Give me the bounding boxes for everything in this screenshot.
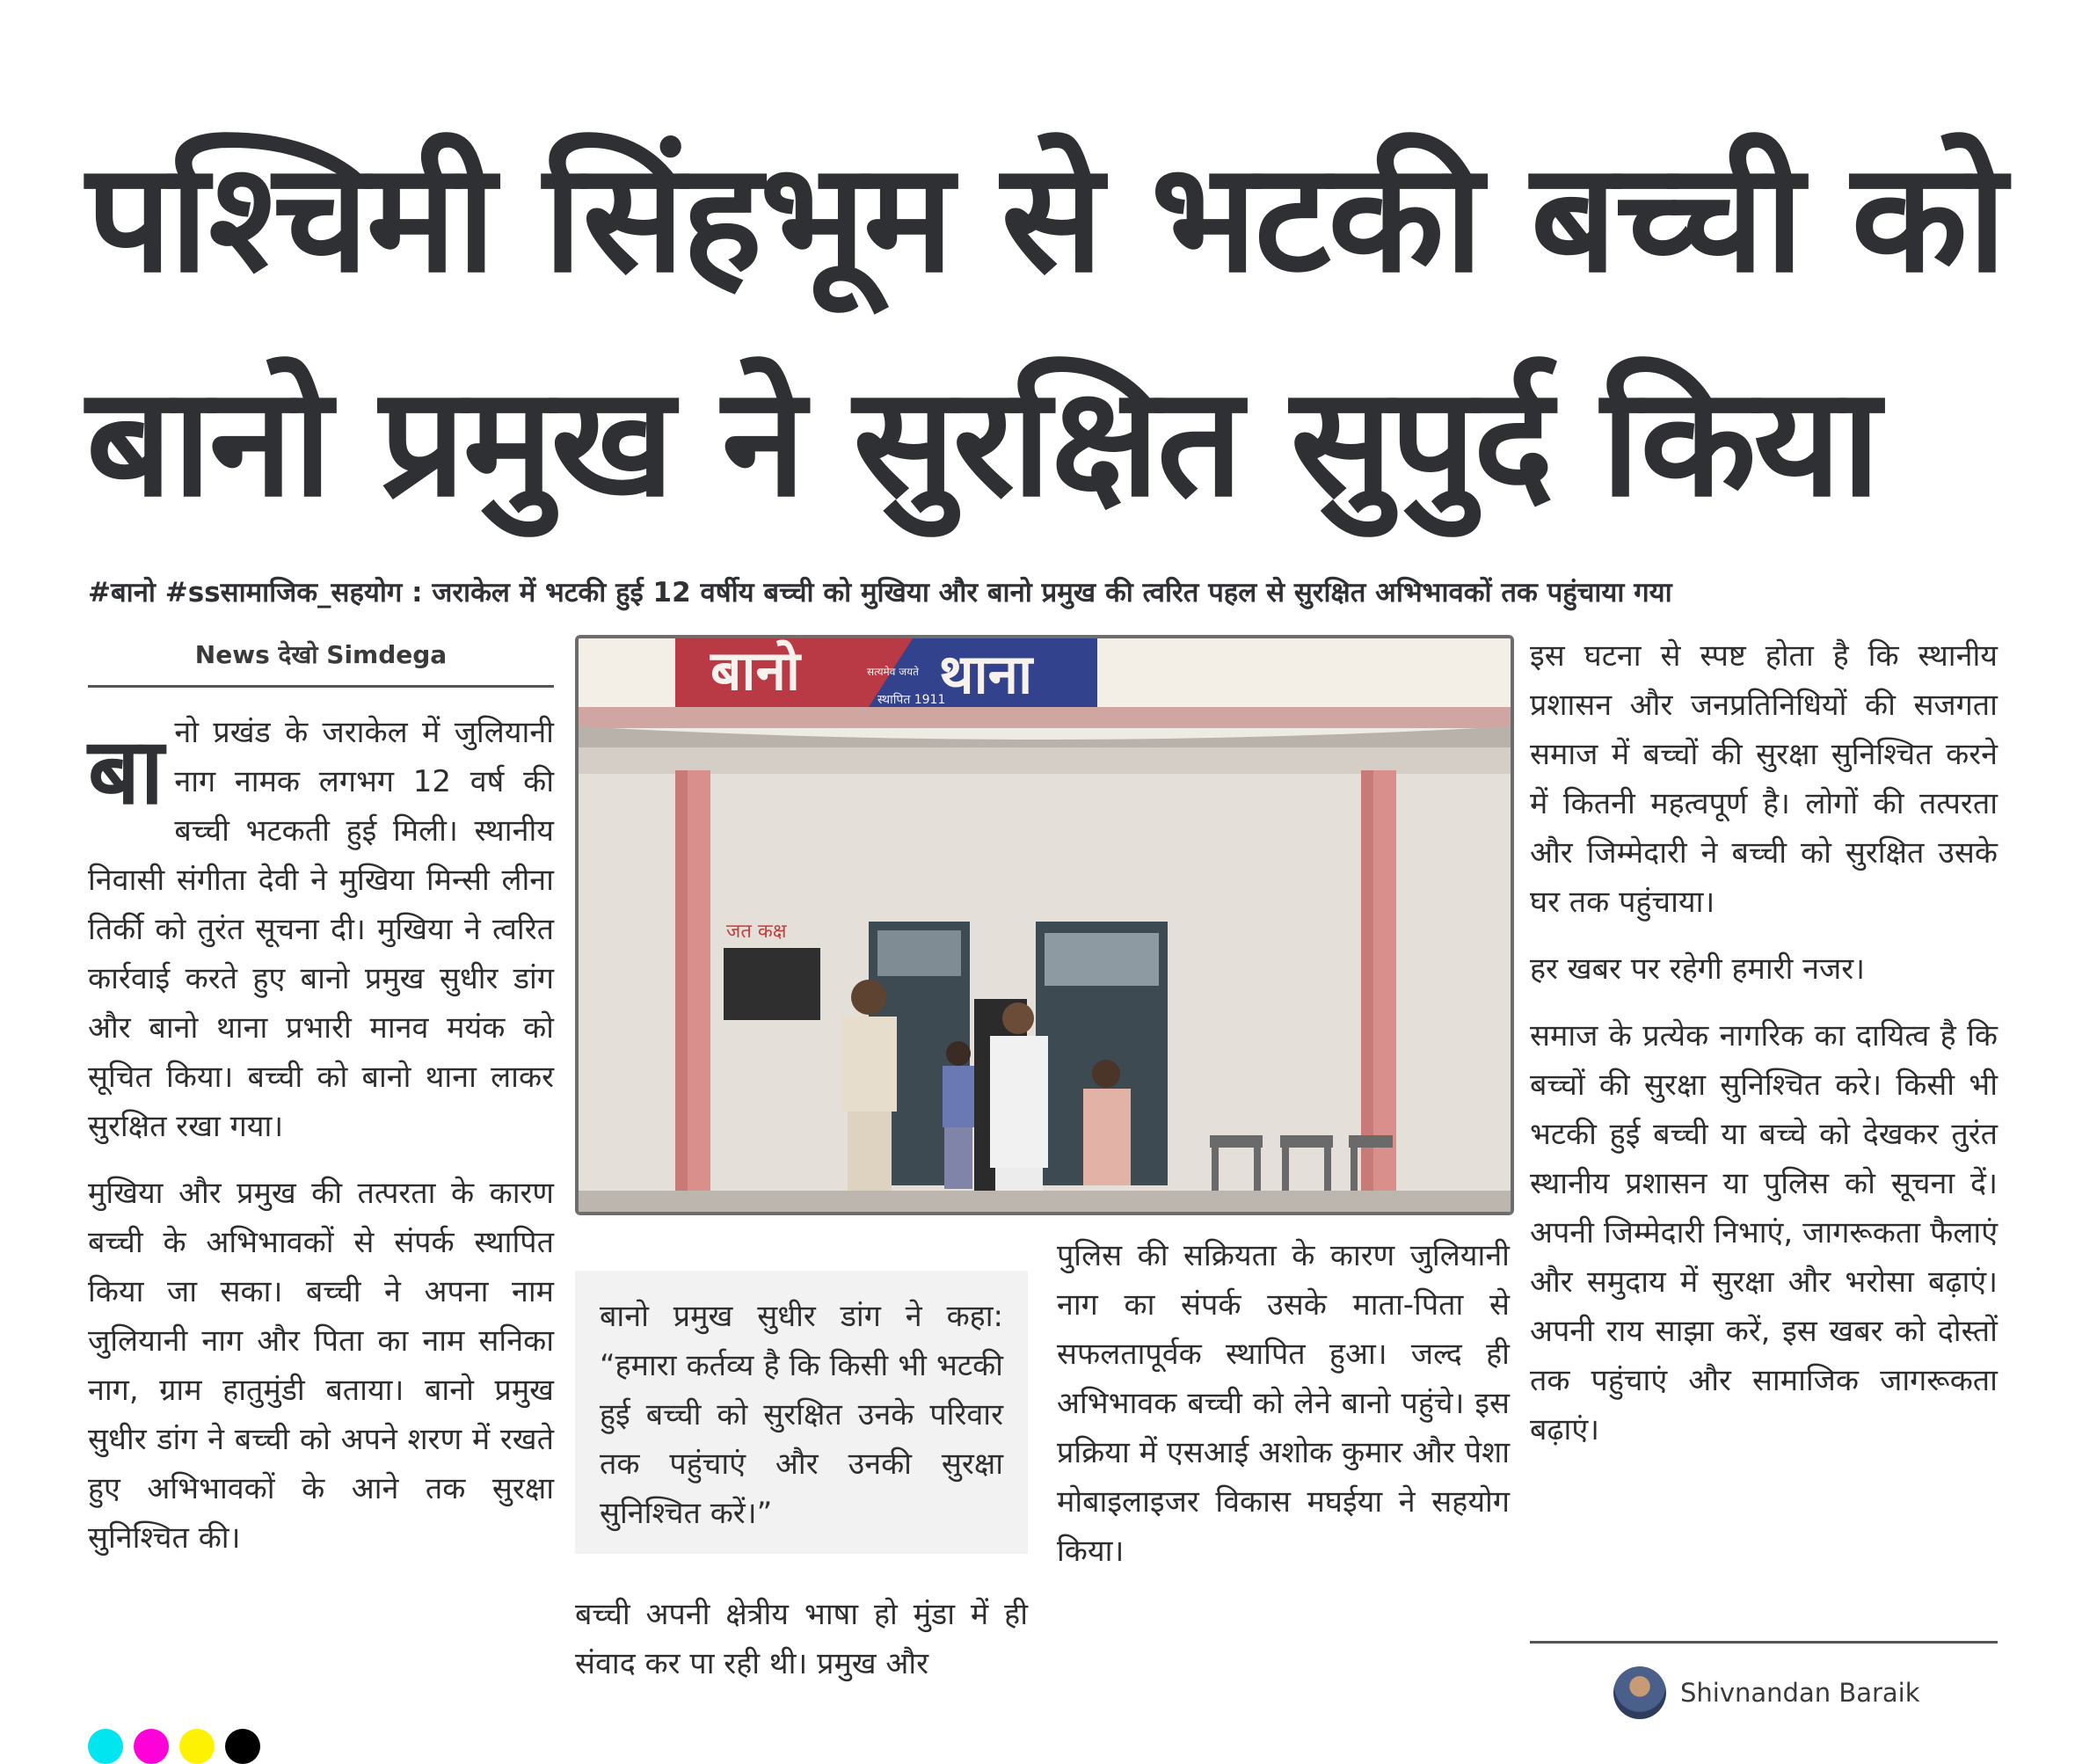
sign-year: स्थापित 1911 [877,693,946,707]
subheadline: #बानो #ssसामाजिक_सहयोग : जराकेल में भटकी हुई 12 वर्षीय बच्ची को मुखिया और बानो प्रमुख की त्वरित पहल से सुरक्षित अभिभावकों तक पहुंचाया गया [88,577,1672,609]
person-girl [946,1041,971,1066]
person-officer [851,980,886,1015]
headline-line-1: पश्चिमी सिंहभूम से भटकी बच्ची को [86,129,2005,306]
column-1-paragraph-1-text: नो प्रखंड के जराकेल में जुलियानी नाग नामक लगभग 12 वर्ष की बच्ची भटकती हुई मिली। स्थानीय निवासी संगीता देवी ने मुखिया मिन्सी लीना तिर्की को तुरंत सूचना दी। मुखिया ने त्वरित कार्रवाई करते हुए बानो प्रमुख सुधीर डांग और बानो थाना प्रभारी मानव मयंक को सूचित किया। बच्ची को बानो थाना लाकर सुरक्षित रखा गया। [88,715,554,1144]
column-4-paragraph-1: इस घटना से स्पष्ट होता है कि स्थानीय प्रशासन और जनप्रतिनिधियों की सजगता समाज में बच्चों की सुरक्षा सुनिश्चित करने में कितनी महत्वपूर्ण है। लोगों की तत्परता और जिम्मेदारी ने बच्ची को सुरक्षित उसके घर तक पहुंचाया। [1530,638,1998,920]
print-color-marks [88,1729,260,1764]
column-1-paragraph-1 [88,708,554,1151]
sign-text-thana: थाना [939,642,1033,706]
magenta-dot [134,1729,169,1764]
column-1-paragraph-2: मुखिया और प्रमुख की तत्परता के कारण बच्ची के अभिभावकों से संपर्क स्थापित किया जा सका। बच्ची ने अपना नाम जुलियानी नाग और पिता का नाम सनिका नाग, ग्राम हातुमुंडी बताया। बानो प्रमुख सुधीर डांग ने बच्ची को अपने शरण में रखते हुए अभिभावकों के आने तक सुरक्षा सुनिश्चित की। [88,1176,554,1556]
author-credit [1613,1662,1920,1724]
sign-text-bano: बानो [710,638,800,703]
pull-quote-text: बानो प्रमुख सुधीर डांग ने कहा: “हमारा कर्तव्य है कि किसी भी भटकी हुई बच्ची को सुरक्षित उनके परिवार तक पहुंचाएं और उनकी सुरक्षा सुनिश्चित करें।” [600,1299,1003,1531]
article-column-2 [575,1590,1028,1706]
black-dot [225,1729,260,1764]
article-column-3 [1057,1231,1510,1593]
author-divider [1530,1641,1998,1644]
author-avatar [1613,1666,1666,1719]
article-column-1 [88,708,554,1580]
yellow-dot [179,1729,215,1764]
pull-quote [575,1271,1028,1554]
byline: News देखो Simdega [88,638,554,688]
column-4-paragraph-3: समाज के प्रत्येक नागरिक का दायित्व है कि बच्चों की सुरक्षा सुनिश्चित करे। किसी भी भटकी हुई बच्ची या बच्चे को देखकर तुरंत स्थानीय प्रशासन या पुलिस को सूचना दें। अपनी जिम्मेदारी निभाएं, जागरूकता फैलाएं और समुदाय में सुरक्षा और भरोसा बढ़ाएं। अपनी राय साझा करें, इस खबर को दोस्तों तक पहुंचाएं और सामाजिक जागरूकता बढ़ाएं। [1530,1018,1998,1447]
police-station-photo [575,635,1514,1215]
article-column-4 [1530,631,1998,1472]
cyan-dot [88,1729,123,1764]
door-label: जत कक्ष [726,921,787,943]
author-name: Shivnandan Baraik [1680,1678,1920,1708]
column-3-paragraph: पुलिस की सक्रियता के कारण जुलियानी नाग का संपर्क उसके माता-पिता से सफलतापूर्वक स्थापित हुआ। जल्द ही अभिभावक बच्ची को लेने बानो पहुंचे। इस प्रक्रिया में एसआई अशोक कुमार और पेशा मोबाइलाइजर विकास मघईया ने सहयोग किया। [1057,1238,1510,1569]
headline-line-2: बानो प्रमुख ने सुरक्षित सुपुर्द किया [86,354,1878,530]
headline [86,106,2003,554]
person-woman [1092,1060,1120,1088]
person-pramukh [1002,1002,1034,1034]
sign-motto: सत्यमेव जयते [867,666,919,678]
column-4-paragraph-2: हर खबर पर रहेगी हमारी नजर। [1530,951,1866,987]
drop-cap: बा [88,718,164,825]
column-2-paragraph: बच्ची अपनी क्षेत्रीय भाषा हो मुंडा में ही संवाद कर पा रही थी। प्रमुख और [575,1597,1028,1681]
